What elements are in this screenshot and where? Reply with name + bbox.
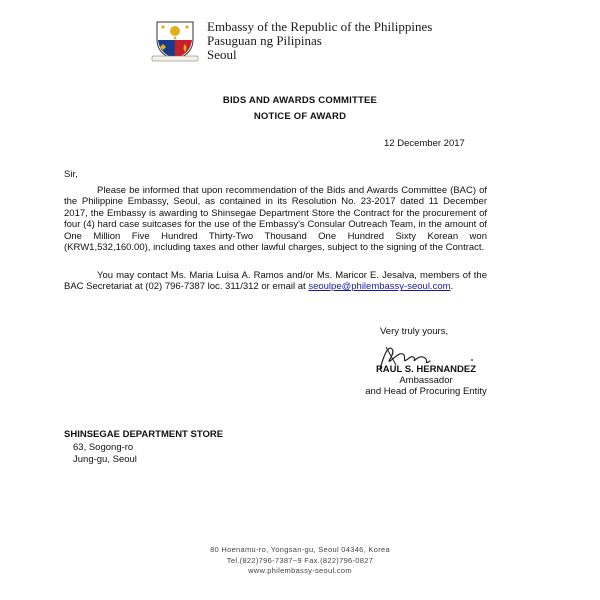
footer-address: 80 Hoenamu-ro, Yongsan-gu, Seoul 04346, Korea bbox=[210, 545, 390, 554]
award-paragraph: Please be informed that upon recommendation of the Bids and Awards Committee (BAC) of the Philippine Embassy, Seoul, as contained in its Resolution No. 23-2017 dated 11 December 2017, the Embassy is awarding to Shinsegae Department Store the Contract for the procurement of four (4) hard case suitcases for the use of the Embassy's Consular Outreach Team, in the amount of One Million Five Hundred Thirty-Two Thousand One Hundred Sixty Korean won (KRW1,532,160.00), including taxes and other lawful charges, subject to the signing of the Contract. bbox=[64, 185, 487, 254]
salutation: Sir, bbox=[64, 169, 78, 180]
signer-title: Ambassador bbox=[399, 375, 453, 386]
letterhead-city: Seoul bbox=[207, 47, 237, 62]
letter-date: 12 December 2017 bbox=[384, 138, 465, 149]
committee-heading: BIDS AND AWARDS COMMITTEE bbox=[222, 95, 378, 106]
letterhead-embassy-name: Embassy of the Republic of the Philippines bbox=[207, 19, 433, 34]
recipient-address-line1: 63, Sogong-ro bbox=[73, 442, 134, 453]
signer-name: RAUL S. HERNANDEZ bbox=[375, 364, 477, 375]
contact-text: You may contact Ms. Maria Luisa A. Ramos and/or Ms. Maricor E. Jesalva, members of the BAC Secretariat at (02) 796-7387 loc. 311/312 or email at bbox=[64, 270, 487, 293]
footer bbox=[0, 545, 600, 577]
letterhead bbox=[207, 20, 432, 62]
contact-paragraph bbox=[64, 270, 487, 293]
signer-role: and Head of Procuring Entity bbox=[365, 386, 487, 397]
signer-block bbox=[346, 364, 506, 397]
closing: Very truly yours, bbox=[380, 326, 449, 337]
letterhead-filipino-name: Pasuguan ng Pilipinas bbox=[207, 33, 322, 48]
recipient-name: SHINSEGAE DEPARTMENT STORE bbox=[64, 429, 224, 440]
coat-of-arms-icon bbox=[151, 18, 199, 62]
recipient-address-line2: Jung-gu, Seoul bbox=[73, 454, 137, 465]
notice-heading: NOTICE OF AWARD bbox=[253, 111, 347, 122]
footer-website: www.philembassy-seoul.com bbox=[248, 566, 352, 575]
contact-end: . bbox=[450, 281, 454, 293]
footer-phone-fax: Tel.(822)796-7387~9 Fax.(822)796-0827 bbox=[226, 555, 374, 565]
email-link[interactable]: seoulpe@philembassy-seoul.com bbox=[308, 281, 451, 293]
